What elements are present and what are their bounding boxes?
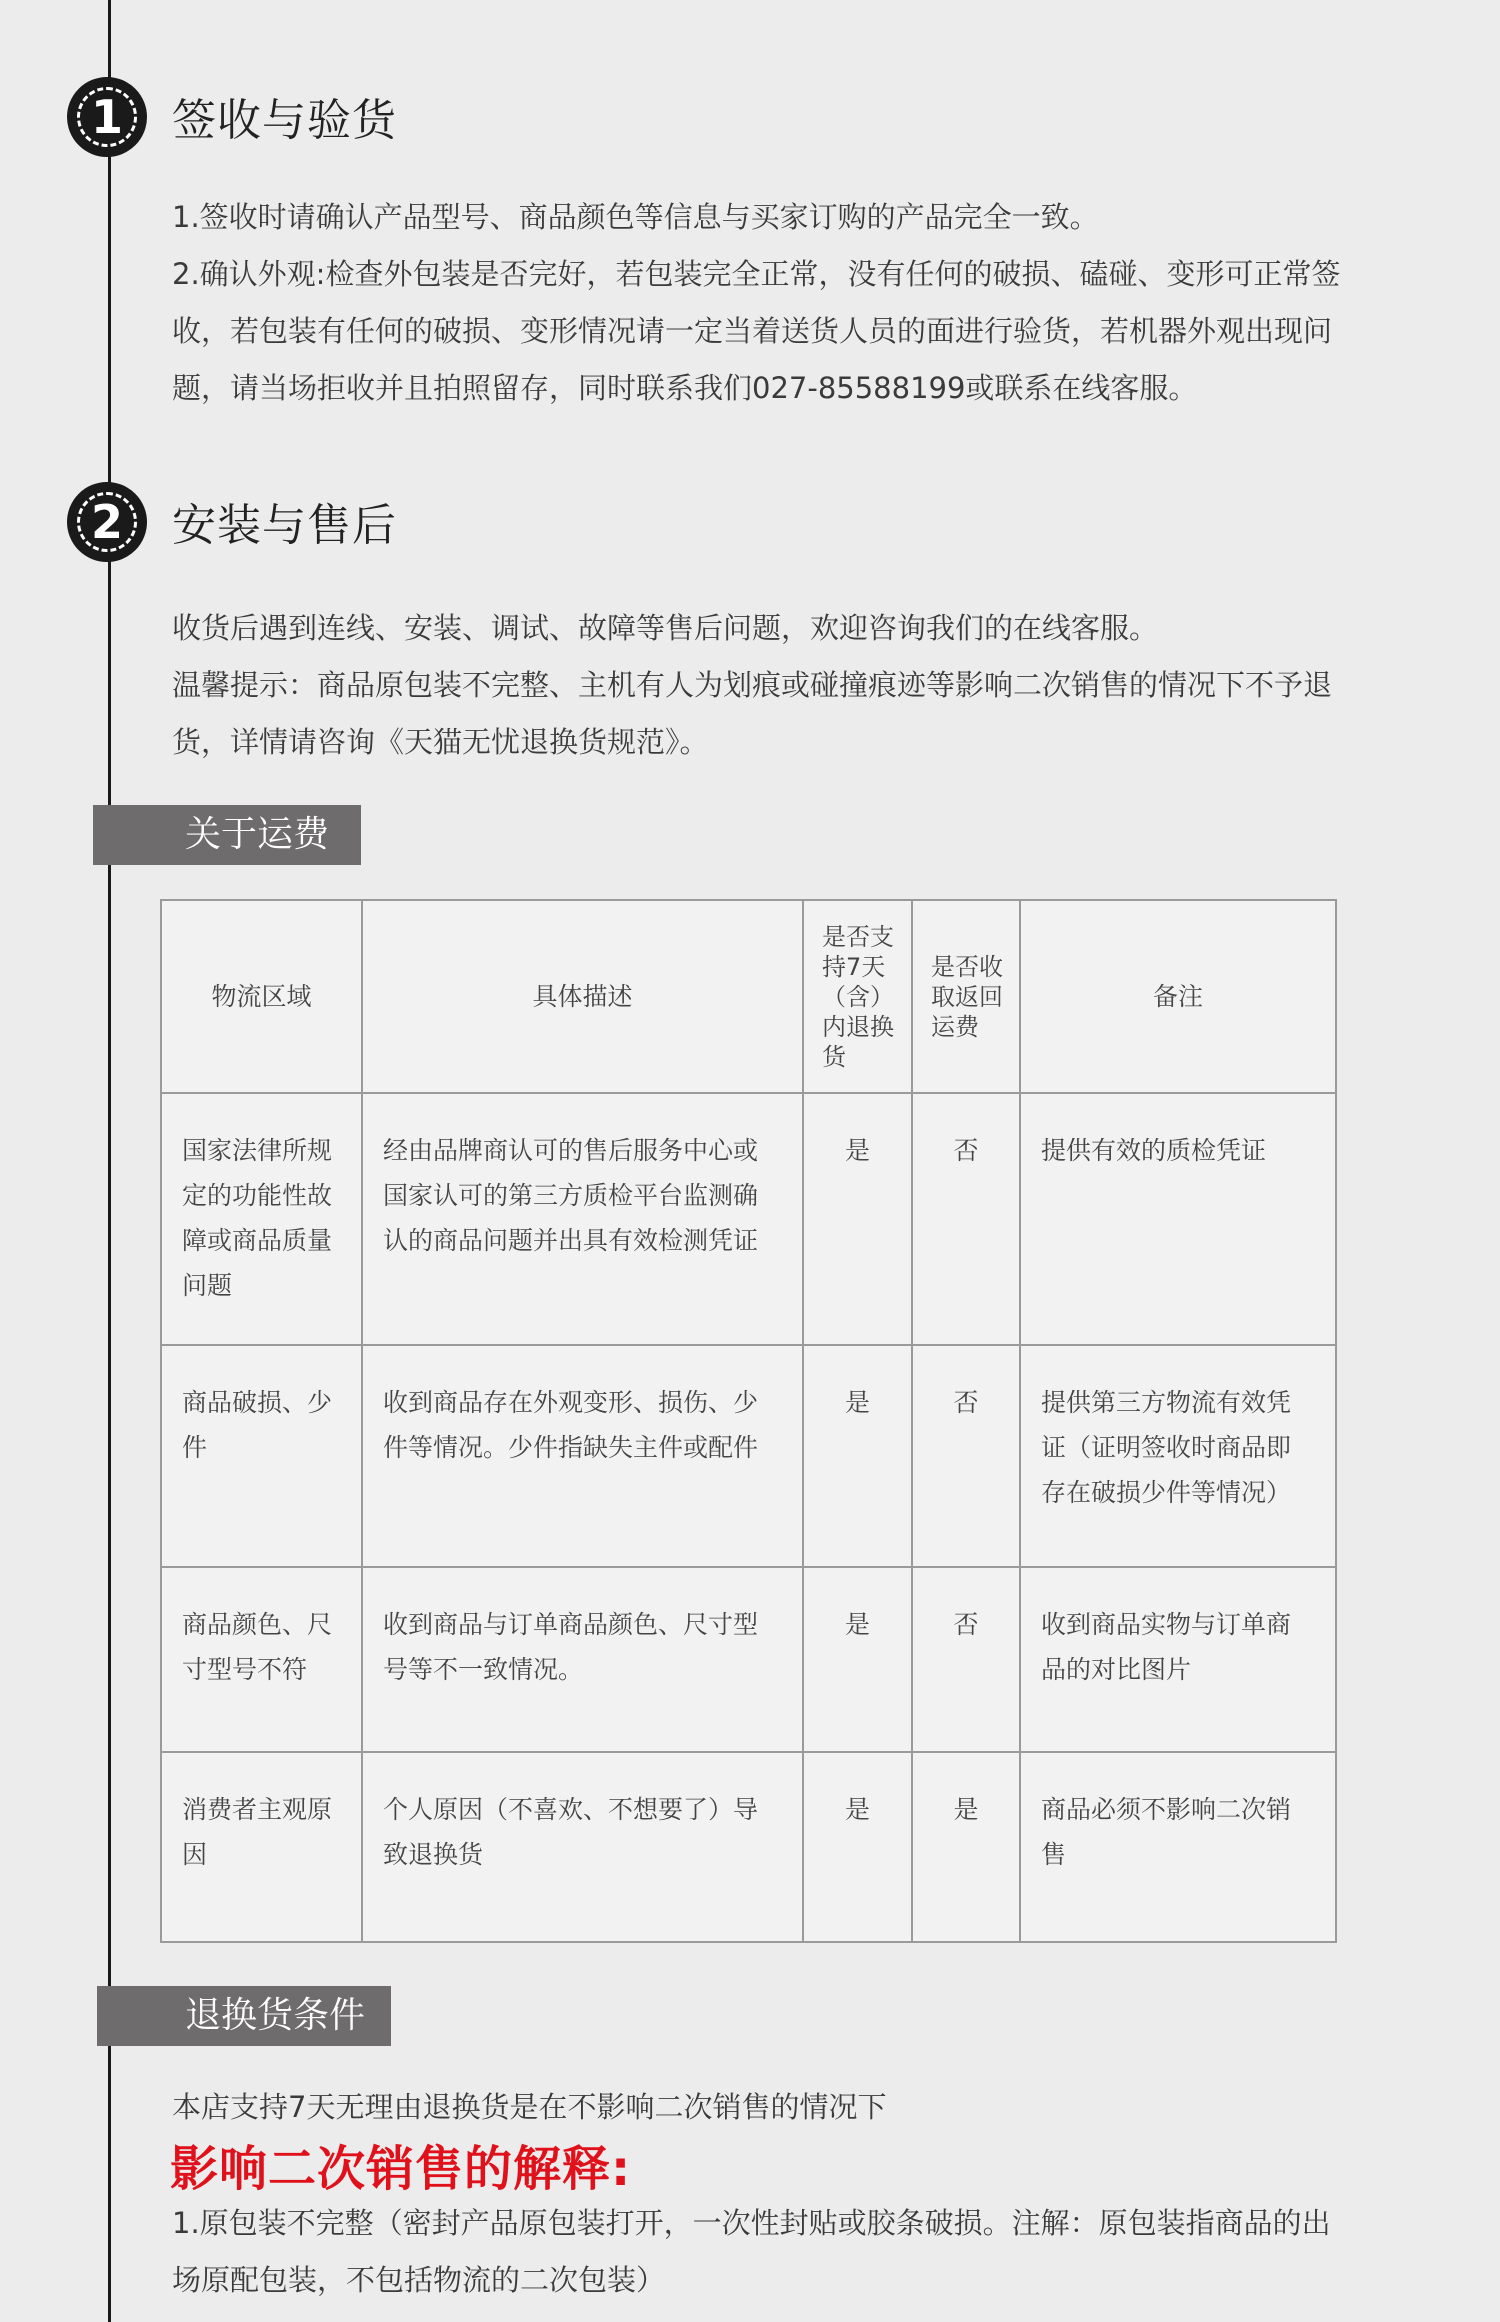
table-row xyxy=(161,1752,1336,1942)
table-header-row xyxy=(161,900,1336,1093)
cell-area: 消费者主观原因 xyxy=(161,1752,362,1942)
cell-fee: 是 xyxy=(912,1752,1020,1942)
header-7day-support: 是否支持7天（含）内退换货 xyxy=(803,900,912,1093)
cell-support: 是 xyxy=(803,1752,912,1942)
cell-area: 商品颜色、尺寸型号不符 xyxy=(161,1567,362,1752)
cell-area: 商品破损、少件 xyxy=(161,1345,362,1567)
cell-fee: 否 xyxy=(912,1567,1020,1752)
return-intro: 本店支持7天无理由退换货是在不影响二次销售的情况下 xyxy=(172,2090,887,2124)
step-1-badge xyxy=(67,77,147,157)
cell-support: 是 xyxy=(803,1345,912,1567)
return-point-1: 1.原包装不完整（密封产品原包装打开，一次性封贴或胶条破损。注解：原包装指商品的出场原配包装，不包括物流的二次包装） xyxy=(172,2206,1331,2297)
inspection-point-1: 1.签收时请确认产品型号、商品颜色等信息与买家订购的产品完全一致。 xyxy=(172,200,1099,234)
cell-note: 提供第三方物流有效凭证（证明签收时商品即存在破损少件等情况） xyxy=(1020,1345,1336,1567)
header-area: 物流区域 xyxy=(161,900,362,1093)
cell-fee: 否 xyxy=(912,1345,1020,1567)
cell-description: 个人原因（不喜欢、不想要了）导致退换货 xyxy=(362,1752,803,1942)
step-number: 1 xyxy=(90,90,123,144)
header-description: 具体描述 xyxy=(362,900,803,1093)
after-sales-text xyxy=(172,600,1342,771)
step-2-badge xyxy=(67,482,147,562)
cell-description: 收到商品与订单商品颜色、尺寸型号等不一致情况。 xyxy=(362,1567,803,1752)
table-row xyxy=(161,1567,1336,1752)
timeline-line xyxy=(108,0,111,2322)
step-number: 2 xyxy=(90,495,123,549)
cell-area: 国家法律所规定的功能性故障或商品质量问题 xyxy=(161,1093,362,1345)
cell-fee: 否 xyxy=(912,1093,1020,1345)
cell-description: 收到商品存在外观变形、损伤、少件等情况。少件指缺失主件或配件 xyxy=(362,1345,803,1567)
after-sales-tip: 温馨提示：商品原包装不完整、主机有人为划痕或碰撞痕迹等影响二次销售的情况下不予退货，详情请咨询《天猫无忧退换货规范》。 xyxy=(172,668,1333,759)
secondary-sale-title: 影响二次销售的解释: xyxy=(170,2141,632,2197)
header-return-fee: 是否收取返回运费 xyxy=(912,900,1020,1093)
cell-support: 是 xyxy=(803,1567,912,1752)
cell-description: 经由品牌商认可的售后服务中心或国家认可的第三方质检平台监测确认的商品问题并出具有效检测凭证 xyxy=(362,1093,803,1345)
cell-support: 是 xyxy=(803,1093,912,1345)
cell-note: 收到商品实物与订单商品的对比图片 xyxy=(1020,1567,1336,1752)
section-title-inspection: 签收与验货 xyxy=(172,95,397,146)
header-note: 备注 xyxy=(1020,900,1336,1093)
return-conditions-banner: 退换货条件 xyxy=(97,1986,391,2046)
table-row xyxy=(161,1093,1336,1345)
cell-note: 商品必须不影响二次销售 xyxy=(1020,1752,1336,1942)
section-title-after-sales: 安装与售后 xyxy=(172,500,397,551)
cell-note: 提供有效的质检凭证 xyxy=(1020,1093,1336,1345)
inspection-text xyxy=(172,189,1342,417)
shipping-fee-banner: 关于运费 xyxy=(93,805,361,865)
after-sales-point-1: 收货后遇到连线、安装、调试、故障等售后问题，欢迎咨询我们的在线客服。 xyxy=(172,611,1159,645)
inspection-point-2: 2.确认外观:检查外包装是否完好，若包装完全正常，没有任何的破损、磕碰、变形可正常签收，若包装有任何的破损、变形情况请一定当着送货人员的面进行验货，若机器外观出现问题，请当场拒收并且拍照留存，同时联系我们027-85588199或联系在线客服。 xyxy=(172,257,1341,405)
table-row xyxy=(161,1345,1336,1567)
shipping-fee-table xyxy=(160,899,1337,1943)
